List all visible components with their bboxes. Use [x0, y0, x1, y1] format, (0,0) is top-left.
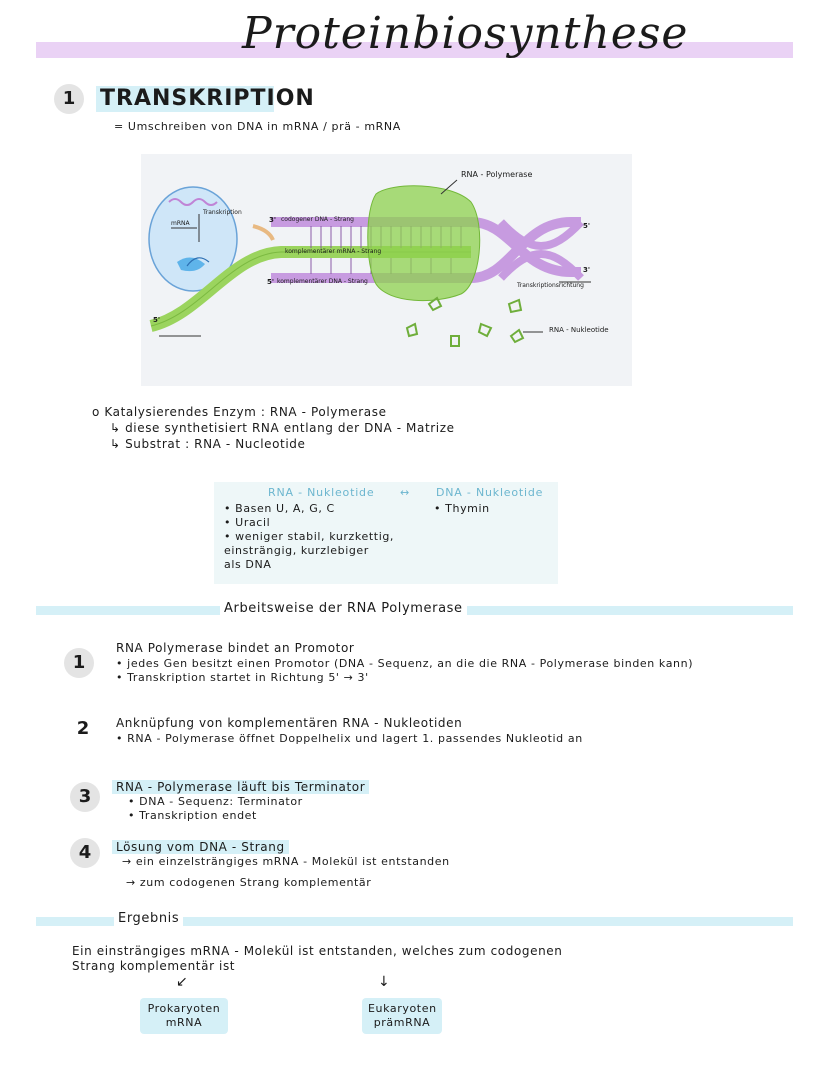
diagram-label-mrna-strand: komplementärer mRNA - Strang: [285, 248, 382, 255]
comparison-right-item: • Thymin: [434, 502, 490, 515]
step-number: 4: [70, 838, 100, 868]
diagram-label-direction: Transkriptionsrichtung: [517, 282, 584, 289]
comparison-left-item: einsträngig, kurzlebiger: [224, 544, 369, 557]
comparison-left-item: als DNA: [224, 558, 272, 571]
comparison-arrow: ↔: [400, 486, 411, 499]
diagram-label-komp-strand: komplementärer DNA - Strang: [277, 278, 368, 285]
step-line: • RNA - Polymerase öffnet Doppelhelix und lagert 1. passendes Nukleotid an: [116, 732, 583, 745]
diagram-label-polymerase: RNA - Polymerase: [461, 170, 533, 179]
diagram-end-3-right: 3': [583, 266, 591, 274]
section-subtitle: = Umschreiben von DNA in mRNA / prä - mRNA: [114, 120, 401, 133]
result-box-prokaryoten: [140, 998, 228, 1034]
page-title: Proteinbiosynthese: [242, 8, 689, 59]
diagram-label-nucleotides: RNA - Nukleotide: [549, 326, 609, 334]
step-line: • Transkription startet in Richtung 5' → 3': [116, 671, 369, 684]
diagram-inset-label-mrna: mRNA: [171, 220, 190, 227]
comparison-box: [214, 482, 558, 584]
step-title: Anknüpfung von komplementären RNA - Nukleotiden: [116, 716, 463, 730]
diagram-end-5-left: 5': [153, 316, 161, 324]
step-number: 2: [76, 718, 90, 739]
step-line: → zum codogenen Strang komplementär: [126, 876, 372, 889]
result-box-eukaryoten-line-1: Eukaryoten: [368, 1002, 437, 1015]
transcription-diagram-svg: [141, 154, 632, 386]
step-line: • DNA - Sequenz: Terminator: [128, 795, 303, 808]
section-heading: TRANSKRIPTION: [100, 86, 315, 111]
comparison-left-item: • Uracil: [224, 516, 271, 529]
result-box-prokaryoten-line-2: mRNA: [165, 1016, 203, 1029]
result-line-1: Ein einsträngiges mRNA - Molekül ist entstanden, welches zum codogenen: [72, 944, 563, 958]
result-box-eukaryoten: [362, 998, 442, 1034]
step-line: • jedes Gen besitzt einen Promotor (DNA - Sequenz, an die die RNA - Polymerase binden kann): [116, 657, 694, 670]
result-heading: Ergebnis: [114, 912, 183, 926]
section2-heading: Arbeitsweise der RNA Polymerase: [220, 602, 467, 616]
comparison-left-item: • Basen U, A, G, C: [224, 502, 335, 515]
step-line: → ein einzelsträngiges mRNA - Molekül ist entstanden: [122, 855, 450, 868]
comparison-right-header: DNA - Nukleotide: [436, 486, 544, 499]
step-number: 3: [70, 782, 100, 812]
note-substrate: ↳ Substrat : RNA - Nucleotide: [110, 437, 306, 451]
diagram-end-3-top: 3': [269, 216, 277, 224]
diagram-end-5-right: 5': [583, 222, 591, 230]
result-box-prokaryoten-line-1: Prokaryoten: [147, 1002, 221, 1015]
step-line: • Transkription endet: [128, 809, 257, 822]
result-box-eukaryoten-line-2: prämRNA: [373, 1016, 431, 1029]
comparison-left-header: RNA - Nukleotide: [268, 486, 375, 499]
step-title: RNA Polymerase bindet an Promotor: [116, 641, 355, 655]
result-arrow-right: ↓: [378, 974, 390, 990]
result-line-2: Strang komplementär ist: [72, 959, 236, 973]
diagram-label-codogen: codogener DNA - Strang: [281, 216, 354, 223]
step-title: Lösung vom DNA - Strang: [112, 840, 289, 854]
diagram-end-5-mid: 5': [267, 278, 275, 286]
result-arrow-left: ↙: [176, 974, 188, 990]
step-number: 1: [64, 648, 94, 678]
comparison-left-item: • weniger stabil, kurzkettig,: [224, 530, 395, 543]
section-number: 1: [54, 84, 84, 114]
transcription-diagram: [141, 154, 632, 386]
diagram-inset-label-transkription: Transkription: [203, 209, 242, 216]
step-title: RNA - Polymerase läuft bis Terminator: [112, 780, 369, 794]
note-enzyme: o Katalysierendes Enzym : RNA - Polymerase: [92, 405, 387, 419]
note-synthesis: ↳ diese synthetisiert RNA entlang der DNA - Matrize: [110, 421, 455, 435]
